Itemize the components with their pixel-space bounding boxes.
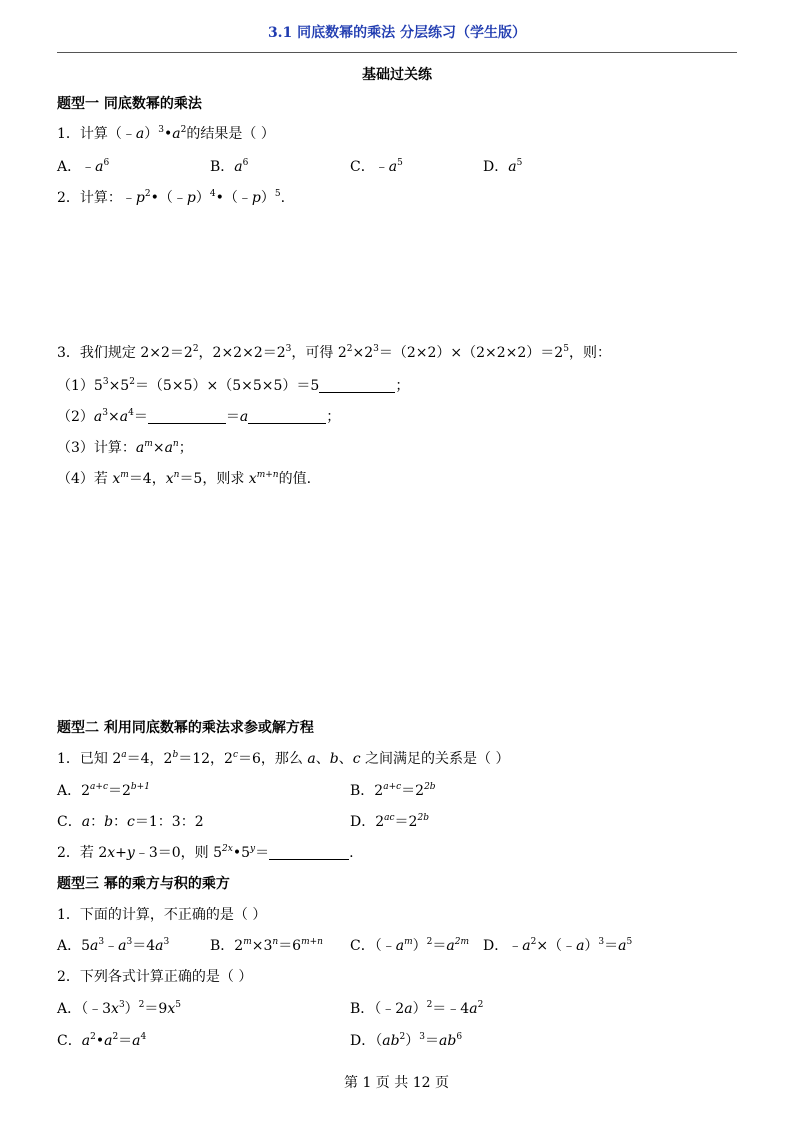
s3-question-2: 2．下列各式计算正确的是（ ） (57, 969, 253, 985)
level-title: 基础过关练 (362, 67, 432, 83)
answer-blank[interactable] (319, 378, 395, 393)
s2-question-1: 1．已知 $2^a=4$，$2^b=12$，$2^c=6$，那么 a、b、c 之间满足的关系是（ ） (57, 750, 510, 767)
s3-q2-option-b: B．$(﹣2a)^2=﹣4a^2$ (350, 1000, 484, 1017)
answer-blank[interactable] (269, 845, 349, 860)
document-header-title: 3.1 同底数幂的乘法 分层练习（学生版） (267, 25, 527, 41)
s3-q2-option-a: A．$(﹣3x^3)^2=9x^5$ (57, 1000, 181, 1017)
s3-q1-option-a: A．$5a^3﹣a^3=4a^3$ (57, 937, 170, 954)
s2-q1-option-d: D．$2^{ac}=2^{2b}$ (350, 813, 429, 830)
s3-q1-option-d: D．$﹣a^2\times(﹣a)^3=a^5$ (483, 937, 633, 954)
s2-question-2: 2．若 2x+y﹣3＝0，则 $5^{2x}•5^y=$ . (57, 844, 354, 861)
s1-question-1: 1．计算$(﹣a)^3•a^2$的结果是（ ） (57, 125, 275, 142)
section-2-title: 题型二 利用同底数幂的乘法求参或解方程 (57, 720, 314, 736)
s1-q1-option-b: B．$a^6$ (210, 158, 249, 175)
answer-blank[interactable] (148, 409, 226, 424)
s1-question-2: 2．计算：$﹣p^2•(﹣p)^4•(﹣p)^5$. (57, 189, 286, 206)
s3-q1-option-b: B．$2^m\times 3^n=6^{m+n}$ (210, 937, 323, 954)
s1-question-3-intro: 3．我们规定 $2\times 2=2^2$，$2\times 2\times 2=2^3$，可得 $2^2\times 2^3=(2\times 2)\times(2\times 2\times 2)=2^5$，则： (57, 344, 611, 361)
s2-q1-option-a: A．$2^{a+c}=2^{b+1}$ (57, 782, 150, 799)
answer-blank[interactable] (248, 409, 326, 424)
s3-question-1: 1．下面的计算，不正确的是（ ） (57, 907, 267, 923)
s1-q3-part-2: $(2)a^3\times a^4= =a$ ； (57, 408, 341, 425)
section-1-title: 题型一 同底数幂的乘法 (57, 96, 202, 112)
s2-q1-option-c: C．a：b：c＝1：3：2 (57, 814, 204, 830)
s1-q3-part-4: （4）若 $x^m=4$，$x^n=5$，则求 $x^{m+n}$的值. (57, 470, 312, 487)
s1-q3-part-3: （3）计算：$a^m\times a^n$； (57, 439, 193, 456)
s1-q1-option-d: D．$a^5$ (483, 158, 523, 175)
header-divider (57, 52, 737, 53)
section-3-title: 题型三 幂的乘方与积的乘方 (57, 876, 230, 892)
page-footer: 第 1 页 共 12 页 (344, 1075, 449, 1091)
s3-q2-option-c: C．$a^2•a^2=a^4$ (57, 1032, 147, 1049)
s2-q1-option-b: B．$2^{a+c}=2^{2b}$ (350, 782, 436, 799)
s1-q1-option-a: A．$﹣a^6$ (57, 158, 110, 175)
s1-q1-option-c: C．$﹣a^5$ (350, 158, 403, 175)
s3-q1-option-c: C．$(﹣a^m)^2=a^{2m}$ (350, 937, 469, 954)
s1-q3-part-1: $(1)5^3\times 5^2=(5\times 5)\times(5\times 5\times 5)=5$ ； (57, 377, 410, 394)
s3-q2-option-d: D．$(ab^2)^3=ab^6$ (350, 1032, 463, 1049)
